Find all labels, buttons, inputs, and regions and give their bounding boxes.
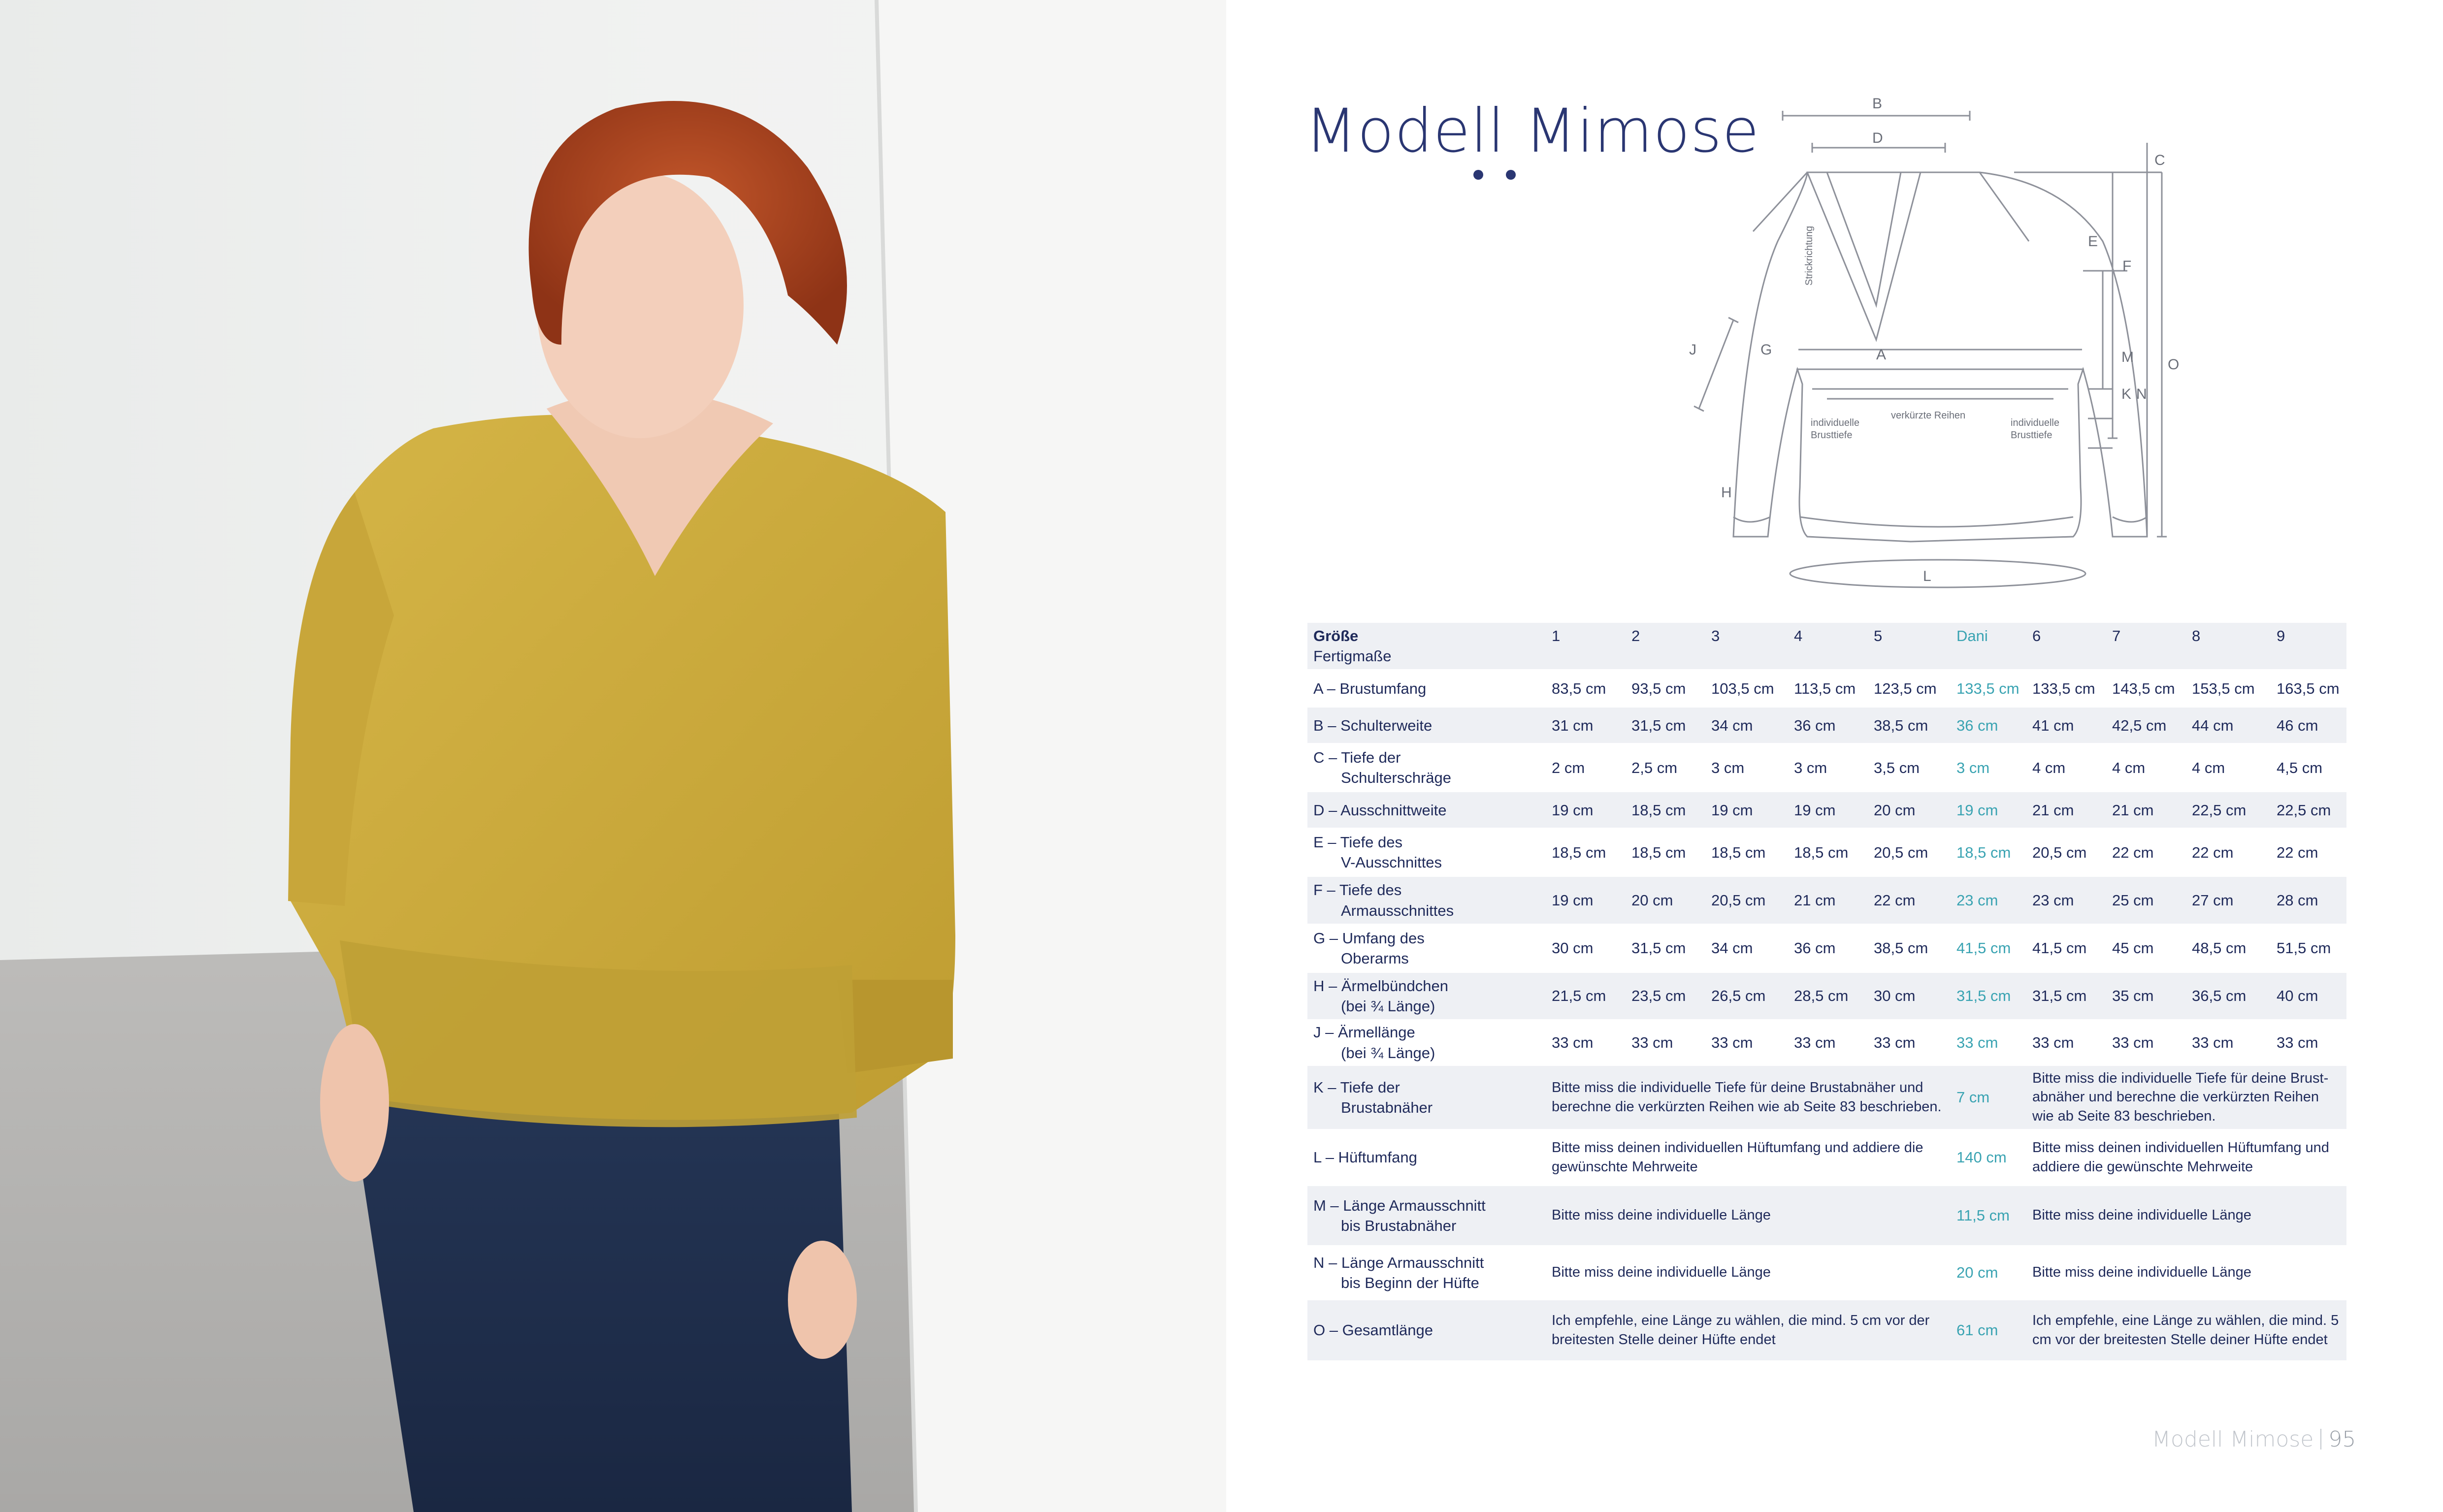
table-row <box>1307 1019 2346 1065</box>
header-label: Größe Fertigmaße <box>1307 623 1549 669</box>
table-cell: 153,5 cm <box>2192 679 2255 697</box>
table-header <box>1307 623 2346 669</box>
table-cell: 22,5 cm <box>2274 792 2346 828</box>
label-m: M <box>2121 349 2134 365</box>
table-cell: 21 cm <box>2109 792 2189 828</box>
bust-depth-label-left: individuelle <box>1811 418 1859 428</box>
size-heading: 9 <box>2274 623 2346 669</box>
table-cell: 38,5 cm <box>1874 939 1928 957</box>
table-cell: 35 cm <box>2109 973 2189 1019</box>
table-row <box>1307 828 2346 877</box>
table-cell: 33 cm <box>1631 1033 1673 1051</box>
table-cell: 31 cm <box>1549 708 1629 743</box>
note-cell: Bitte miss deine individuelle Länge <box>1552 1264 1771 1281</box>
table-cell: 22 cm <box>2192 843 2234 861</box>
pattern-page <box>1226 0 2443 1512</box>
table-cell: 31,5 cm <box>1631 939 1686 957</box>
row-label: D – Ausschnittweite <box>1307 792 1549 828</box>
table-row <box>1307 1300 2346 1360</box>
row-label: F – Tiefe des Armausschnittes <box>1307 877 1549 923</box>
label-k: K <box>2121 386 2132 402</box>
table-cell: 31,5 cm <box>1954 973 2029 1019</box>
note-cell: Ich empfehle, eine Länge zu wählen, die mind. 5 cm vor der breitesten Stelle deiner Hüfte endet <box>1549 1300 1954 1360</box>
table-cell: 18,5 cm <box>1794 843 1849 861</box>
footer-divider <box>2320 1429 2321 1449</box>
table-cell: 41,5 cm <box>2032 939 2087 957</box>
table-cell: 3 cm <box>1956 759 1990 776</box>
table-cell: 123,5 cm <box>1874 679 1937 697</box>
table-cell: 30 cm <box>1552 939 1594 957</box>
table-cell: 133,5 cm <box>1956 679 2020 697</box>
table-cell: 18,5 cm <box>1631 843 1686 861</box>
short-rows-label: verkürzte Reihen <box>1891 410 1966 421</box>
size-heading: 6 <box>2029 623 2109 669</box>
table-cell: 20 cm <box>1871 792 1954 828</box>
table-cell: 21,5 cm <box>1549 973 1629 1019</box>
table-cell: 46 cm <box>2274 708 2346 743</box>
table-cell: 42,5 cm <box>2109 708 2189 743</box>
row-label: J – Ärmellänge (bei ¾ Länge) <box>1313 1024 1435 1062</box>
table-cell: 23,5 cm <box>1629 973 1708 1019</box>
label-c: C <box>2154 152 2165 168</box>
table-row <box>1307 669 2346 708</box>
page-title: Modell Mimose <box>1305 96 1760 166</box>
label-g: G <box>1760 342 1772 358</box>
label-f: F <box>2122 258 2132 274</box>
table-cell: 4 cm <box>2192 759 2225 776</box>
dani-cell: 20 cm <box>1956 1264 1998 1282</box>
table-cell: 4 cm <box>2032 759 2066 776</box>
table-cell: 18,5 cm <box>1956 843 2011 861</box>
table-cell: 19 cm <box>1708 792 1791 828</box>
table-cell: 31,5 cm <box>2029 973 2109 1019</box>
table-cell: 3 cm <box>1794 759 1827 776</box>
footer-label: Modell Mimose <box>2152 1427 2314 1452</box>
table-cell: 44 cm <box>2189 708 2274 743</box>
table-cell: 40 cm <box>2274 973 2346 1019</box>
table-cell: 30 cm <box>1871 973 1954 1019</box>
table-cell: 4,5 cm <box>2277 759 2323 776</box>
dani-cell: 140 cm <box>1956 1149 2007 1166</box>
table-cell: 31,5 cm <box>1629 708 1708 743</box>
size-heading: 2 <box>1629 623 1708 669</box>
size-heading: 1 <box>1549 623 1629 669</box>
row-label: N – Länge Armausschnitt bis Beginn der Hüfte <box>1313 1254 1484 1291</box>
dani-cell: 61 cm <box>1954 1300 2029 1360</box>
table-cell: 20,5 cm <box>1708 877 1791 923</box>
table-cell: 20 cm <box>1629 877 1708 923</box>
table-cell: 19 cm <box>1549 792 1629 828</box>
table-cell: 33 cm <box>1956 1033 1998 1051</box>
table-cell: 36 cm <box>1794 939 1836 957</box>
bust-depth-label-left-2: Brusttiefe <box>1811 430 1853 441</box>
row-label: L – Hüftumfang <box>1313 1149 1417 1166</box>
table-cell: 27 cm <box>2189 877 2274 923</box>
table-row <box>1307 1186 2346 1245</box>
table-cell: 18,5 cm <box>1711 843 1766 861</box>
table-cell: 23 cm <box>2029 877 2109 923</box>
knitting-direction-label: Strickrichtung <box>1804 225 1815 286</box>
label-b: B <box>1872 96 1883 112</box>
dani-cell: 7 cm <box>1954 1066 2029 1129</box>
row-label: M – Länge Armausschnitt bis Brustabnäher <box>1307 1186 1549 1245</box>
table-cell: 22 cm <box>1871 877 1954 923</box>
label-a: A <box>1876 347 1887 363</box>
table-cell: 33 cm <box>2032 1033 2074 1051</box>
table-cell: 36 cm <box>1791 708 1871 743</box>
row-label: G – Umfang des Oberarms <box>1313 929 1425 967</box>
size-heading: 5 <box>1871 623 1954 669</box>
label-d: D <box>1872 130 1883 146</box>
note-cell: Bitte miss die individuelle Tiefe für deine Brust-abnäher und berechne die verkürzten Reihen wie ab Seite 83 beschrieben. <box>2029 1066 2346 1129</box>
table-cell: 103,5 cm <box>1711 679 1774 697</box>
table-cell: 26,5 cm <box>1708 973 1791 1019</box>
table-cell: 51,5 cm <box>2277 939 2331 957</box>
table-cell: 23 cm <box>1954 877 2029 923</box>
table-cell: 3 cm <box>1711 759 1745 776</box>
note-cell: Bitte miss deine individuelle Länge <box>2032 1264 2251 1281</box>
size-heading: Dani <box>1954 623 2029 669</box>
table-row <box>1307 743 2346 792</box>
table-cell: 33 cm <box>1552 1033 1594 1051</box>
table-cell: 143,5 cm <box>2112 679 2175 697</box>
sweater-schematic <box>1669 94 2211 591</box>
table-row <box>1307 1245 2346 1300</box>
table-cell: 33 cm <box>1874 1033 1916 1051</box>
size-heading: 4 <box>1791 623 1871 669</box>
dani-cell: 11,5 cm <box>1954 1186 2029 1245</box>
table-row <box>1307 877 2346 923</box>
bust-depth-label-right: individuelle <box>2011 418 2059 428</box>
table-cell: 28,5 cm <box>1791 973 1871 1019</box>
note-cell: Bitte miss deinen individuellen Hüftumfang und addiere die gewünschte Mehrweite <box>1552 1140 1923 1175</box>
table-cell: 18,5 cm <box>1629 792 1708 828</box>
table-cell: 19 cm <box>1954 792 2029 828</box>
note-cell: Bitte miss deinen individuellen Hüftumfang und addiere die gewünschte Mehrweite <box>2032 1140 2329 1175</box>
table-cell: 21 cm <box>2029 792 2109 828</box>
table-cell: 41 cm <box>2029 708 2109 743</box>
dot-left <box>1473 170 1483 180</box>
table-cell: 113,5 cm <box>1794 679 1856 697</box>
bust-depth-label-right-2: Brusttiefe <box>2011 430 2052 441</box>
table-cell: 25 cm <box>2109 877 2189 923</box>
row-label: E – Tiefe des V-Ausschnittes <box>1313 834 1442 871</box>
table-cell: 133,5 cm <box>2032 679 2095 697</box>
sweater-outline <box>1733 172 2147 542</box>
table-row <box>1307 1066 2346 1129</box>
note-cell: Bitte miss deine individuelle Länge <box>2029 1186 2346 1245</box>
table-cell: 22 cm <box>2112 843 2154 861</box>
table-cell: 19 cm <box>1549 877 1629 923</box>
page-number: 95 <box>2328 1427 2356 1452</box>
label-n: N <box>2136 386 2147 402</box>
table-cell: 33 cm <box>2277 1033 2318 1051</box>
table-cell: 33 cm <box>1794 1033 1836 1051</box>
row-label: O – Gesamtlänge <box>1307 1300 1549 1360</box>
table-row <box>1307 924 2346 973</box>
label-l: L <box>1923 568 1931 584</box>
note-cell: Bitte miss deine individuelle Länge <box>1549 1186 1954 1245</box>
table-cell: 22 cm <box>2277 843 2318 861</box>
table-cell: 33 cm <box>2192 1033 2234 1051</box>
table-cell: 48,5 cm <box>2192 939 2247 957</box>
table-cell: 22,5 cm <box>2189 792 2274 828</box>
size-table <box>1307 623 2346 1360</box>
table-cell: 20,5 cm <box>2032 843 2087 861</box>
table-row <box>1307 973 2346 1019</box>
label-h: H <box>1721 484 1732 501</box>
table-row <box>1307 1129 2346 1186</box>
table-cell: 4 cm <box>2112 759 2146 776</box>
row-label: B – Schulterweite <box>1307 708 1549 743</box>
table-cell: 20,5 cm <box>1874 843 1928 861</box>
row-label: C – Tiefe der Schulterschräge <box>1313 749 1452 787</box>
label-e: E <box>2088 233 2098 250</box>
table-cell: 41,5 cm <box>1956 939 2011 957</box>
row-label: K – Tiefe der Brustabnäher <box>1307 1066 1549 1129</box>
size-heading: 7 <box>2109 623 2189 669</box>
table-cell: 36 cm <box>1954 708 2029 743</box>
row-label: H – Ärmelbündchen (bei ¾ Länge) <box>1307 973 1549 1019</box>
note-cell: Ich empfehle, eine Länge zu wählen, die mind. 5 cm vor der breitesten Stelle deiner Hüfte endet <box>2029 1300 2346 1360</box>
table-cell: 18,5 cm <box>1552 843 1606 861</box>
table-row <box>1307 708 2346 743</box>
table-cell: 19 cm <box>1791 792 1871 828</box>
label-j: J <box>1689 342 1696 358</box>
table-cell: 33 cm <box>1711 1033 1753 1051</box>
table-cell: 45 cm <box>2112 939 2154 957</box>
dot-right <box>1506 170 1516 180</box>
table-cell: 3,5 cm <box>1874 759 1920 776</box>
table-cell: 38,5 cm <box>1871 708 1954 743</box>
page-footer <box>2152 1427 2356 1452</box>
label-o: O <box>2168 356 2180 373</box>
table-cell: 21 cm <box>1791 877 1871 923</box>
row-label: A – Brustumfang <box>1313 679 1427 697</box>
size-heading: 3 <box>1708 623 1791 669</box>
table-cell: 34 cm <box>1711 939 1753 957</box>
table-cell: 2 cm <box>1552 759 1585 776</box>
size-heading: 8 <box>2189 623 2274 669</box>
table-row <box>1307 792 2346 828</box>
table-cell: 28 cm <box>2274 877 2346 923</box>
table-cell: 83,5 cm <box>1552 679 1606 697</box>
table-cell: 2,5 cm <box>1631 759 1678 776</box>
table-cell: 36,5 cm <box>2189 973 2274 1019</box>
table-cell: 93,5 cm <box>1631 679 1686 697</box>
table-cell: 163,5 cm <box>2277 679 2340 697</box>
table-cell: 33 cm <box>2112 1033 2154 1051</box>
table-cell: 34 cm <box>1708 708 1791 743</box>
note-cell: Bitte miss die individuelle Tiefe für deine Brustabnäher und berechne die verkürzten Reihen wie ab Seite 83 beschrieben. <box>1549 1066 1954 1129</box>
